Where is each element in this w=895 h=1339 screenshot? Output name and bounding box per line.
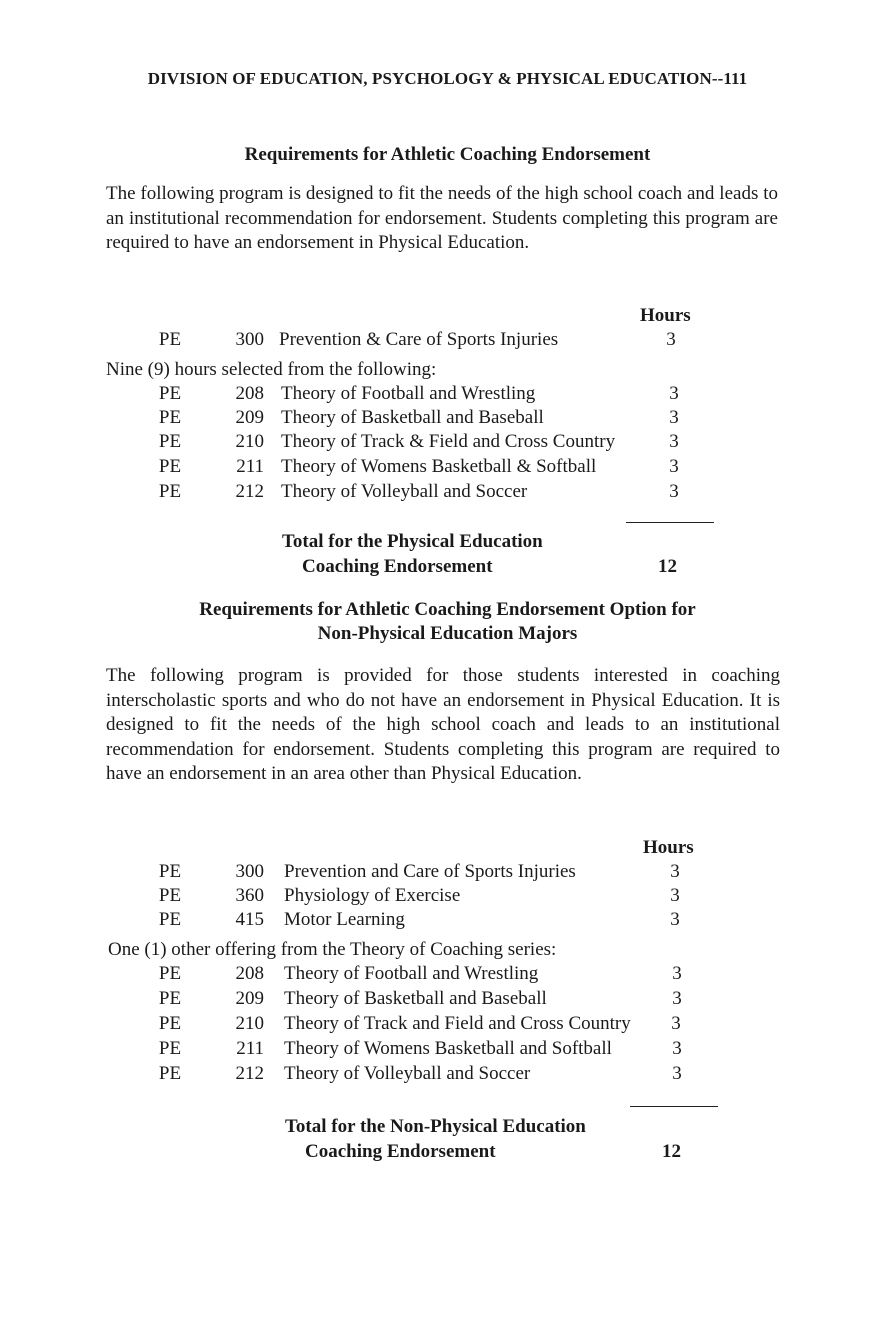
course-hours: 3: [670, 861, 680, 882]
course-title: Physiology of Exercise: [284, 885, 461, 906]
course-hours: 3: [670, 909, 680, 930]
course-row: [0, 1012, 895, 1036]
course-row: [0, 962, 895, 986]
course-dept: PE: [158, 861, 182, 882]
course-number: 300: [235, 329, 264, 350]
course-hours: 3: [669, 481, 679, 502]
course-dept: PE: [158, 383, 182, 404]
course-row: [0, 987, 895, 1011]
course-hours: 3: [672, 963, 682, 984]
course-title: Theory of Womens Basketball and Softball: [284, 1038, 612, 1059]
course-number: 300: [235, 861, 264, 882]
section2-paragraph: The following program is provided for those students interested in coaching interscholastic sports and who do not have an endorsement in Physical Education. It is designed to fit the needs of the high school coach and leads to an institutional recommendation for endorsement. Students completing this program are required to have an endorsement in an area other than Physical Education.: [106, 665, 780, 784]
course-number: 209: [235, 988, 264, 1009]
section1-total-line2: Coaching Endorsement: [302, 556, 493, 577]
course-dept: PE: [158, 988, 182, 1009]
course-hours: 3: [669, 407, 679, 428]
course-number: 211: [236, 456, 264, 477]
section2-heading-line1: Requirements for Athletic Coaching Endorsement Option for: [199, 599, 696, 620]
course-dept: PE: [158, 431, 182, 452]
course-number: 208: [235, 383, 264, 404]
course-number: 210: [235, 431, 264, 452]
course-title: Theory of Volleyball and Soccer: [281, 481, 528, 502]
course-title: Prevention and Care of Sports Injuries: [284, 861, 576, 882]
course-title: Theory of Track and Field and Cross Country: [284, 1013, 631, 1034]
course-dept: PE: [158, 963, 182, 984]
course-row: [0, 406, 895, 430]
section1-total-value: 12: [658, 556, 677, 577]
course-number: 360: [235, 885, 264, 906]
course-row: [0, 1037, 895, 1061]
course-row: [0, 884, 895, 908]
course-title: Theory of Basketball and Baseball: [281, 407, 544, 428]
course-row: [0, 908, 895, 932]
section2-total-value: 12: [662, 1141, 681, 1162]
course-dept: PE: [158, 909, 182, 930]
section2-total-line1: Total for the Non-Physical Education: [285, 1116, 586, 1137]
course-title: Theory of Track & Field and Cross Country: [281, 431, 616, 452]
course-dept: PE: [158, 329, 182, 350]
course-hours: 3: [669, 383, 679, 404]
course-dept: PE: [158, 456, 182, 477]
course-number: 210: [235, 1013, 264, 1034]
course-title: Prevention & Care of Sports Injuries: [279, 329, 559, 350]
course-row: [0, 430, 895, 454]
section1-paragraph: The following program is designed to fit the needs of the high school coach and leads to an institutional recommendation for endorsement. Students completing this program are required to have an endorsement in Physical Education.: [106, 183, 778, 253]
course-title: Motor Learning: [284, 909, 405, 930]
course-number: 208: [235, 963, 264, 984]
course-row: [0, 328, 895, 352]
section2-heading-line2: Non-Physical Education Majors: [317, 623, 578, 644]
course-row: [0, 860, 895, 884]
section2-total-line2: Coaching Endorsement: [305, 1141, 496, 1162]
total-rule: [626, 522, 714, 523]
course-title: Theory of Football and Wrestling: [284, 963, 539, 984]
course-hours: 3: [666, 329, 676, 350]
section1-total-line1: Total for the Physical Education: [282, 531, 543, 552]
course-hours: 3: [670, 885, 680, 906]
total-rule: [630, 1106, 718, 1107]
course-dept: PE: [158, 885, 182, 906]
course-number: 212: [235, 1063, 264, 1084]
section2-elective-note: One (1) other offering from the Theory of Coaching series:: [108, 939, 557, 960]
course-row: [0, 480, 895, 504]
section1-hours-header: Hours: [640, 305, 691, 326]
section1-elective-note: Nine (9) hours selected from the following:: [106, 359, 437, 380]
course-hours: 3: [672, 988, 682, 1009]
course-dept: PE: [158, 407, 182, 428]
course-dept: PE: [158, 481, 182, 502]
course-hours: 3: [669, 431, 679, 452]
course-number: 209: [235, 407, 264, 428]
course-title: Theory of Football and Wrestling: [281, 383, 536, 404]
course-hours: 3: [672, 1063, 682, 1084]
course-dept: PE: [158, 1063, 182, 1084]
course-dept: PE: [158, 1038, 182, 1059]
course-title: Theory of Womens Basketball & Softball: [281, 456, 597, 477]
course-dept: PE: [158, 1013, 182, 1034]
course-row: [0, 1062, 895, 1086]
course-row: [0, 455, 895, 479]
course-number: 415: [235, 909, 264, 930]
course-row: [0, 382, 895, 406]
running-head: DIVISION OF EDUCATION, PSYCHOLOGY & PHYSICAL EDUCATION--111: [147, 69, 748, 88]
course-number: 211: [236, 1038, 264, 1059]
section2-hours-header: Hours: [643, 837, 694, 858]
course-title: Theory of Basketball and Baseball: [284, 988, 547, 1009]
course-hours: 3: [669, 456, 679, 477]
course-title: Theory of Volleyball and Soccer: [284, 1063, 531, 1084]
section1-heading: Requirements for Athletic Coaching Endorsement: [244, 144, 651, 165]
course-hours: 3: [672, 1038, 682, 1059]
course-number: 212: [235, 481, 264, 502]
course-hours: 3: [671, 1013, 681, 1034]
